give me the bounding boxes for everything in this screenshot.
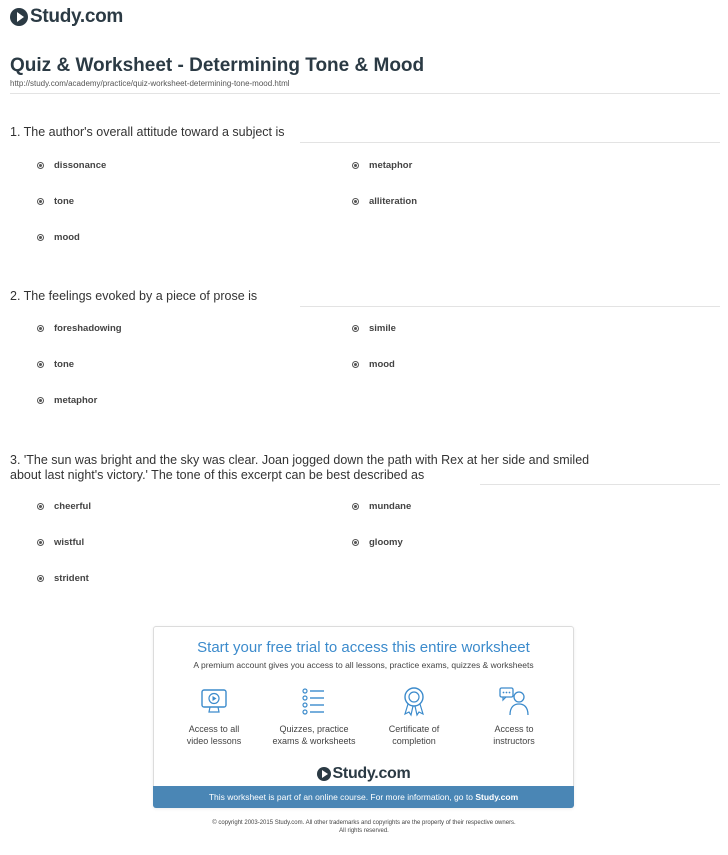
radio-icon[interactable] [37,539,44,546]
promo-title[interactable]: Start your free trial to access this entire worksheet [197,639,530,656]
promo-subtitle: A premium account gives you access to all lessons, practice exams, quizzes & worksheets [193,660,534,670]
answer-option[interactable]: tone [37,196,74,207]
answer-option[interactable]: tone [37,359,74,370]
answer-option[interactable]: mood [352,359,395,370]
radio-icon[interactable] [37,162,44,169]
answer-option[interactable]: metaphor [352,160,412,171]
promo-study-logo[interactable]: Study.com [154,765,573,783]
radio-icon[interactable] [37,575,44,582]
answer-option[interactable]: metaphor [37,395,97,406]
radio-icon[interactable] [37,397,44,404]
radio-icon[interactable] [352,503,359,510]
radio-icon[interactable] [37,503,44,510]
study-link[interactable]: Study.com [475,792,519,802]
answer-option[interactable]: gloomy [352,537,403,548]
question-1-text: 1. The author's overall attitude toward a subject is [10,125,285,139]
radio-icon[interactable] [352,162,359,169]
feature-video-lessons: Access to all video lessons [164,685,264,747]
logo-text: Study.com [30,6,124,27]
radio-icon[interactable] [37,361,44,368]
radio-icon[interactable] [352,198,359,205]
answer-option[interactable]: alliteration [352,196,417,207]
divider [480,484,720,485]
free-trial-promo[interactable] [153,626,574,808]
video-icon [198,685,230,717]
radio-icon[interactable] [37,198,44,205]
feature-quizzes: Quizzes, practice exams & worksheets [264,685,364,747]
radio-icon[interactable] [352,325,359,332]
divider [300,142,720,143]
divider [300,306,720,307]
feature-instructors: Access to instructors [464,685,564,747]
question-3-text: 3. 'The sun was bright and the sky was clear. Joan jogged down the path with Rex at her side and smiled about last night's victory.' The tone of this excerpt can be best described as [10,453,590,482]
radio-icon[interactable] [37,325,44,332]
answer-option[interactable]: simile [352,323,396,334]
answer-option[interactable]: dissonance [37,160,106,171]
radio-icon[interactable] [352,539,359,546]
answer-option[interactable]: mood [37,232,80,243]
feature-certificate: Certificate of completion [364,685,464,747]
page-url[interactable]: http://study.com/academy/practice/quiz-worksheet-determining-tone-mood.html [10,79,290,88]
certificate-icon [398,685,430,717]
divider [10,93,720,94]
answer-option[interactable]: cheerful [37,501,91,512]
play-logo-icon [10,8,28,26]
play-logo-icon [317,767,331,781]
answer-option[interactable]: foreshadowing [37,323,122,334]
instructor-icon [498,685,530,717]
list-icon [298,685,330,717]
page-title: Quiz & Worksheet - Determining Tone & Mood [10,55,425,76]
study-logo[interactable] [10,6,123,28]
radio-icon[interactable] [352,361,359,368]
answer-option[interactable]: mundane [352,501,411,512]
answer-option[interactable]: strident [37,573,89,584]
copyright-notice: © copyright 2003-2015 Study.com. All other trademarks and copyrights are the property of their respective owners. All rights reserved. [212,820,516,834]
course-info-banner: This worksheet is part of an online course. For more information, go to Study.com [153,786,574,808]
answer-option[interactable]: wistful [37,537,84,548]
question-2-text: 2. The feelings evoked by a piece of prose is [10,289,258,303]
radio-icon[interactable] [37,234,44,241]
